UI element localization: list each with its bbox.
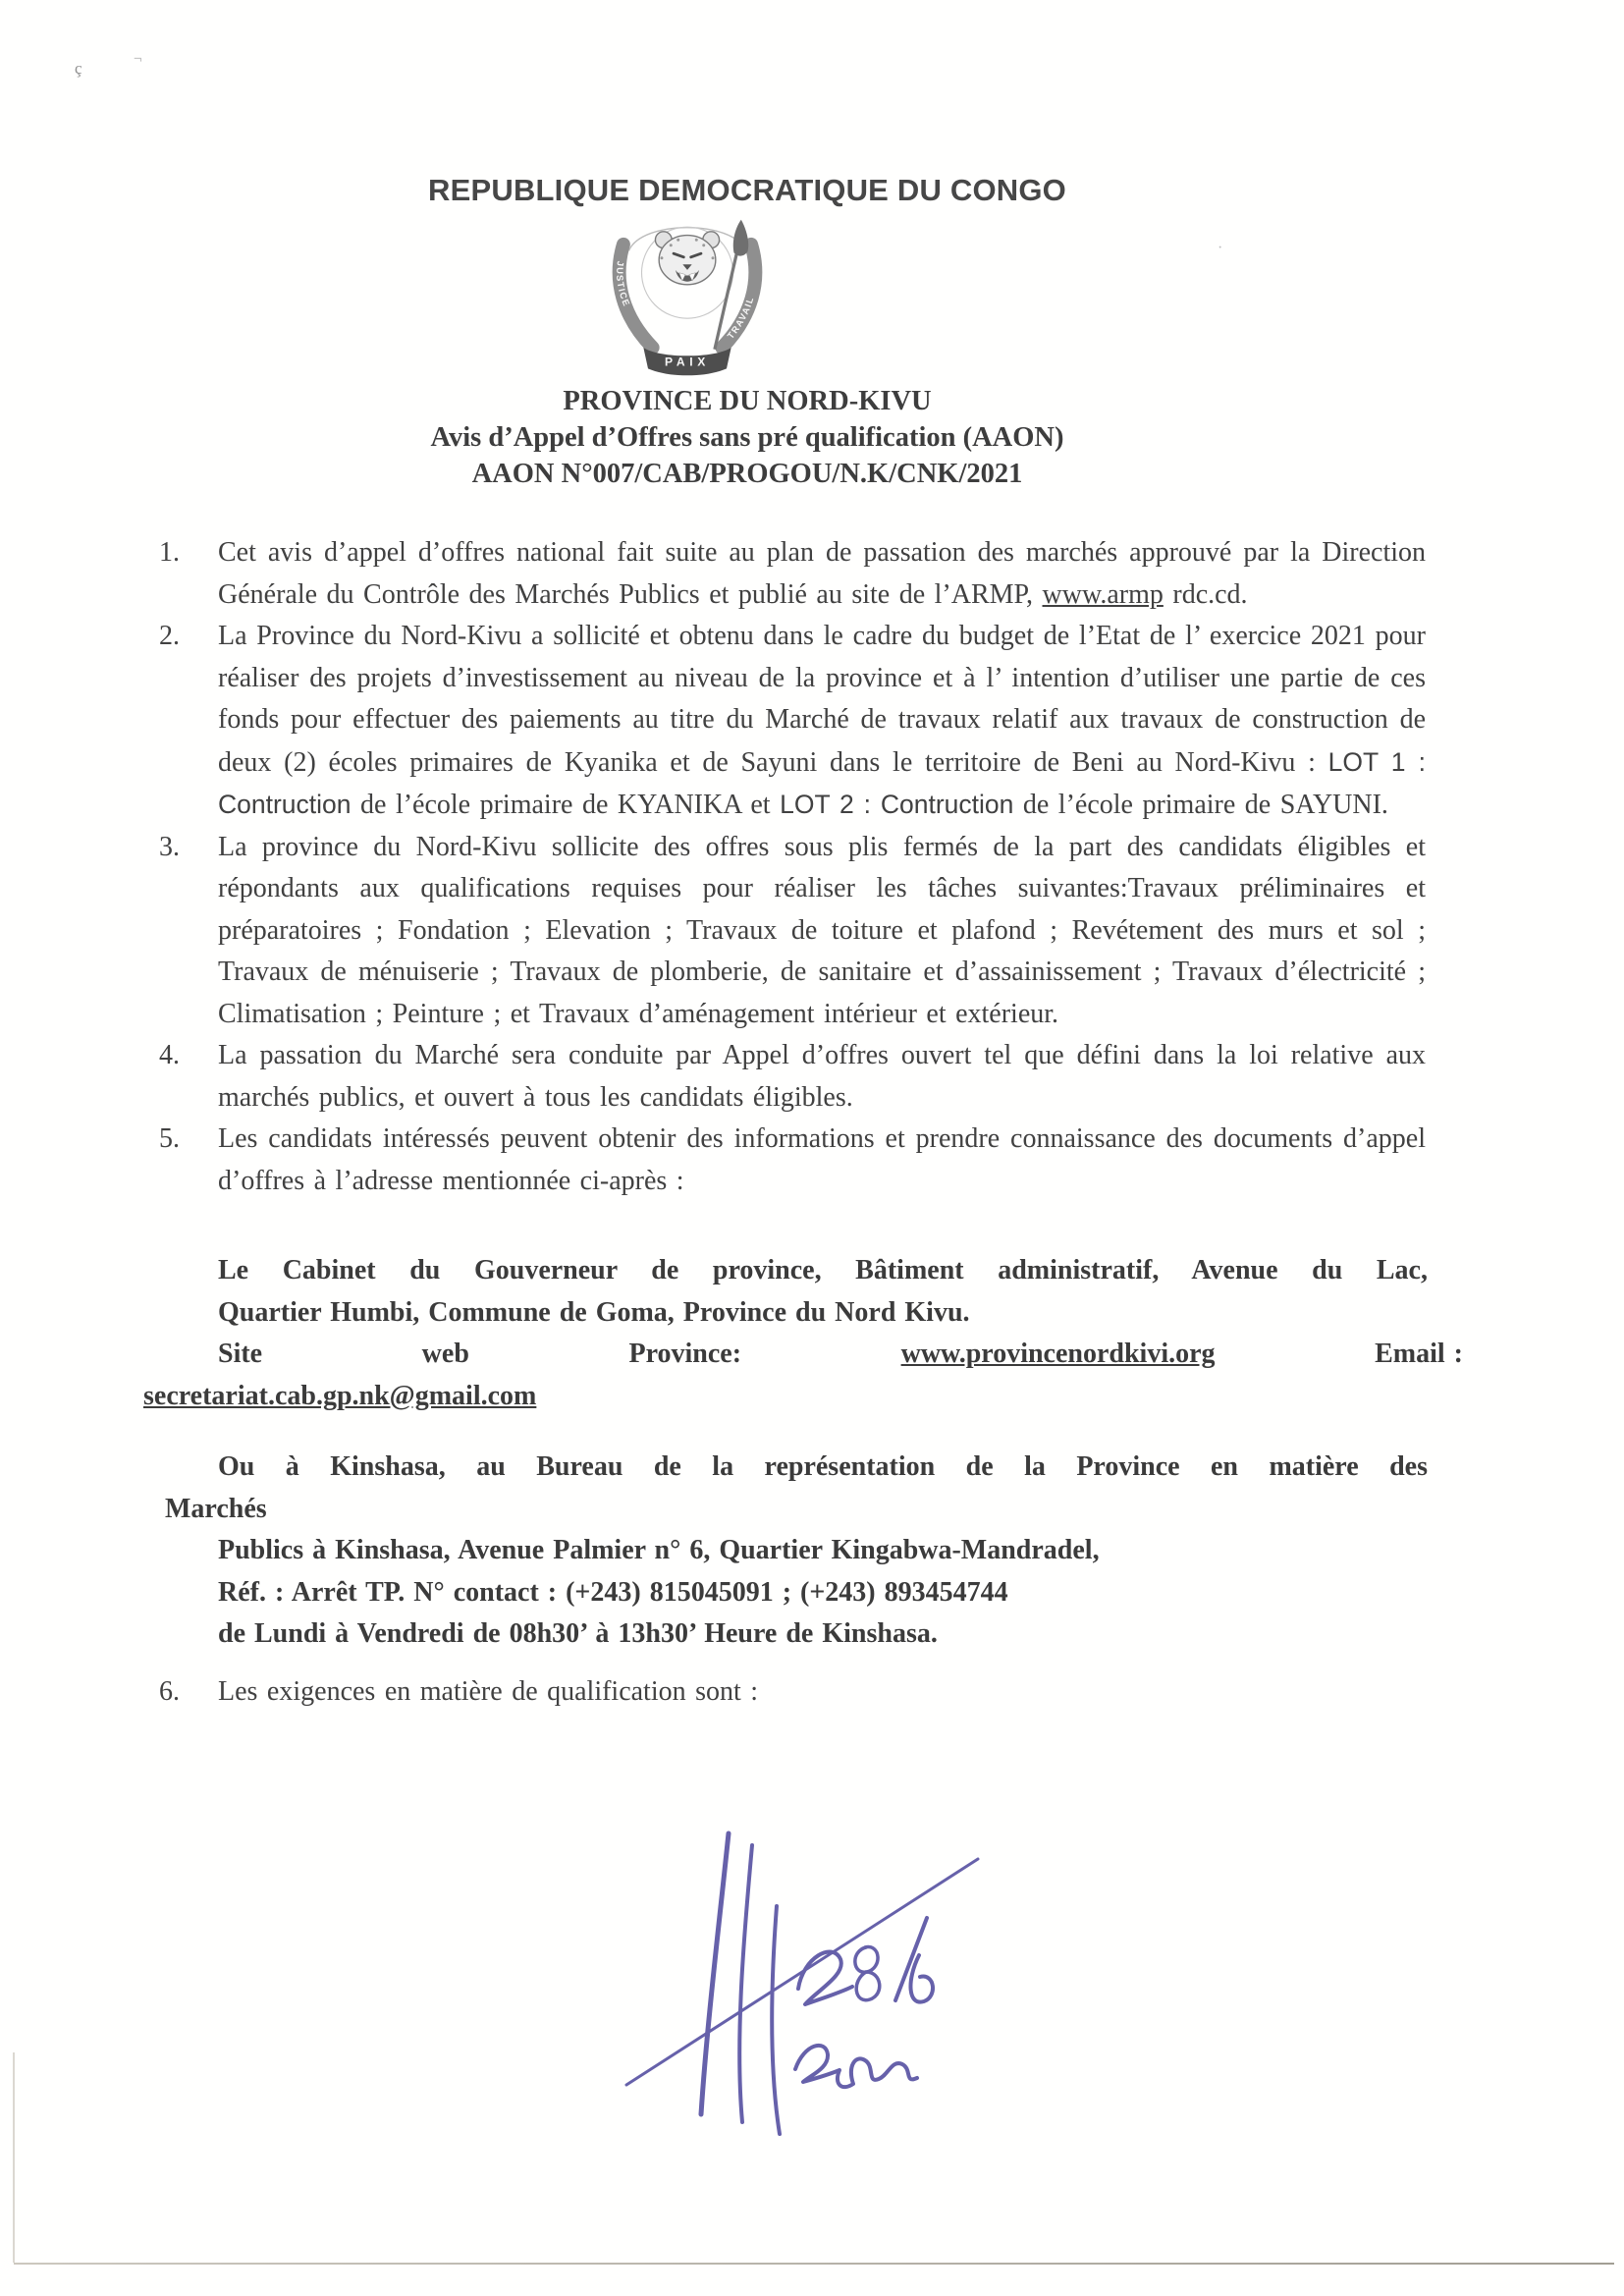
address-kinshasa	[165, 1447, 1428, 1656]
address-line: Le Cabinet du Gouverneur de province, Bâtiment administratif, Avenue du Lac,	[218, 1255, 1428, 1285]
motto-paix-label: PAIX	[665, 355, 710, 369]
qualification-item	[157, 1671, 1426, 1714]
list-item	[157, 616, 1426, 827]
address-line: Réf. : Arrêt TP. N° contact : (+243) 815045091 ; (+243) 893454744	[218, 1576, 1008, 1608]
motto-justice-label: JUSTICE	[615, 260, 632, 309]
tender-notice-list	[157, 532, 1426, 1202]
contact-email	[143, 1376, 1428, 1418]
site-web-row	[218, 1334, 1463, 1376]
heading-avis: Avis d’Appel d’Offres sans pré qualification (AAON)	[430, 422, 1064, 453]
address-line: de Lundi à Vendredi de 08h30’ à 13h30’ Heure de Kinshasa.	[218, 1618, 938, 1649]
site-label: Site	[218, 1339, 263, 1369]
web-label: web	[421, 1339, 469, 1369]
list-item	[157, 1119, 1426, 1202]
coat-of-arms-icon	[596, 212, 779, 377]
list-item-text: Cet avis d’appel d’offres national fait suite au plan de passation des marchés approuvé par la Direction Générale du Contrôle des Marchés Publics et publié au site de l’ARMP,	[218, 537, 1426, 610]
scan-artifact-mark: ¬	[134, 51, 142, 67]
address-line: Marchés	[165, 1493, 267, 1524]
leopard-head-icon	[655, 232, 719, 285]
list-item	[157, 1035, 1426, 1119]
list-item-number: 3.	[159, 831, 180, 862]
list-item	[157, 827, 1426, 1036]
country-title: REPUBLIQUE DEMOCRATIQUE DU CONGO	[428, 173, 1066, 207]
document-header	[149, 0, 1345, 492]
scan-artifact-mark: ·	[1218, 240, 1223, 256]
address-line: Publics à Kinshasa, Avenue Palmier n° 6, Quartier Kingabwa-Mandradel,	[218, 1535, 1100, 1565]
province-website-url: www.provincenordkivi.org	[900, 1339, 1216, 1369]
heading-reference: AAON N°007/CAB/PROGOU/N.K/CNK/2021	[471, 459, 1023, 489]
heading-province: PROVINCE DU NORD-KIVU	[563, 386, 932, 416]
list-item-number: 2.	[159, 621, 180, 651]
page-bottom-edge	[14, 2263, 1614, 2265]
list-item-number: 6.	[159, 1675, 180, 1707]
province-label: Province:	[628, 1339, 742, 1369]
list-item-number: 5.	[159, 1123, 180, 1154]
list-item	[157, 532, 1426, 616]
lot2-label: LOT 2 : Contruction	[780, 790, 1014, 819]
email-label: Email :	[1375, 1339, 1463, 1369]
list-item-text: La Province du Nord-Kivu a sollicité et obtenu dans le cadre du budget de l’Etat de l’ exercice 2021 pour réaliser des projets d’investissement au niveau de la province et à l’ intention d’utiliser une partie de ces fonds pour effectuer des paiements au titre du Marché de travaux relatif aux travaux de construction de deux (2) écoles primaires de Kyanika et de Sayuni dans le territoire de Beni au Nord-Kivu :	[218, 621, 1426, 778]
address-line: Quartier Humbi, Commune de Goma, Province du Nord Kivu.	[218, 1296, 970, 1328]
list-item-text: La passation du Marché sera conduite par Appel d’offres ouvert tel que défini dans la loi relative aux marchés publics, et ouvert à tous les candidats éligibles.	[218, 1040, 1426, 1113]
list-item-text: Les candidats intéressés peuvent obtenir des informations et prendre connaissance des documents d’appel d’offres à l’adresse mentionnée ci-après :	[218, 1123, 1426, 1196]
contact-email-text: secretariat.cab.gp.nk@gmail.com	[143, 1380, 537, 1411]
list-item-number: 4.	[159, 1040, 180, 1070]
list-item-text: rdc.cd.	[1163, 578, 1248, 610]
document-heading	[149, 383, 1345, 492]
address-line: Ou à Kinshasa, au Bureau de la représentation de la Province en matière des	[218, 1451, 1428, 1482]
list-item-number: 1.	[159, 537, 180, 568]
list-item-text: La province du Nord-Kivu sollicite des offres sous plis fermés de la part des candidats éligibles et répondants aux qualifications requises pour réaliser les tâches suivantes:Travaux préliminaires et préparatoires ; Fondation ; Elevation ; Travaux de toiture et plafond ; Revétement des murs et sol ; Travaux de ménuiserie ; Travaux de plomberie, de sanitaire et d’assainissement ; Travaux d’électricité ; Climatisation ; Peinture ; et Travaux d’aménagement intérieur et extérieur.	[218, 831, 1426, 1029]
page-left-edge	[13, 2052, 15, 2263]
motto-travail-label: TRAVAIL	[725, 295, 756, 341]
armp-url: www.armp	[1042, 578, 1164, 610]
list-item-text: de l’école primaire de KYANIKA et	[351, 790, 781, 820]
scan-artifact-mark: ç	[75, 59, 82, 78]
signature-handwriting	[550, 1812, 1001, 2141]
lot1-label: LOT 1 : Contruction	[218, 746, 1426, 819]
list-item-text: Les exigences en matière de qualification sont :	[218, 1675, 759, 1707]
list-item-text: de l’école primaire de SAYUNI.	[1013, 790, 1388, 820]
address-goma	[143, 1250, 1463, 1417]
